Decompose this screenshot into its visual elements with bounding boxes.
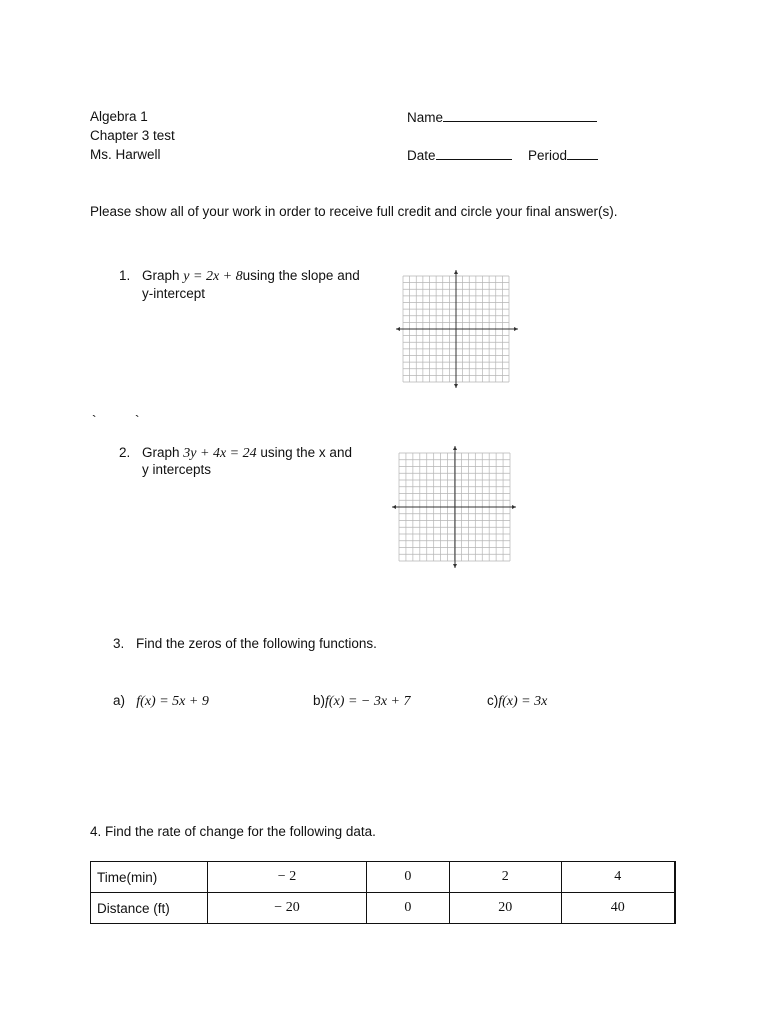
axis-arrow (453, 446, 457, 450)
axis-arrow (396, 327, 400, 331)
q3c-label: c) (487, 693, 499, 708)
q1-line2: y-intercept (142, 286, 206, 301)
rate-of-change-table (90, 861, 676, 924)
table-cell: 40 (561, 893, 675, 924)
instructions: Please show all of your work in order to receive full credit and circle your final answer(s). (90, 204, 618, 219)
table-row (91, 862, 676, 893)
q2-suffix: using the x and (260, 445, 352, 460)
q2-number: 2. (119, 445, 131, 460)
q4-text: 4. Find the rate of change for the following data. (90, 824, 376, 839)
table-cell: Distance (ft) (91, 893, 208, 924)
q2-line2: y intercepts (142, 462, 212, 477)
q3b-label: b) (313, 693, 326, 708)
table-cell: Time(min) (91, 862, 208, 893)
table-row (91, 893, 676, 924)
stray-mark: ` (135, 413, 140, 428)
q2-equation: 3y + 4x = 24 (183, 446, 257, 461)
teacher-name: Ms. Harwell (90, 147, 161, 162)
name-label: Name (407, 110, 444, 125)
q3c (487, 692, 547, 711)
q3a-label: a) (113, 693, 126, 708)
q2-coordinate-grid[interactable] (391, 445, 517, 569)
stray-mark: ` (92, 413, 97, 428)
period-label: Period (528, 148, 568, 163)
table-cell: − 20 (208, 893, 367, 924)
period-blank[interactable] (567, 146, 598, 160)
q3a-expr: f(x) = 5x + 9 (136, 694, 209, 709)
q1-coordinate-grid[interactable] (395, 269, 519, 389)
table-cell: 4 (561, 862, 675, 893)
table-cell: − 2 (208, 862, 367, 893)
table-cell: 0 (367, 862, 450, 893)
q1-equation: y = 2x + 8 (183, 269, 243, 284)
q3-number: 3. (113, 636, 125, 651)
period-field[interactable] (528, 146, 598, 165)
test-title: Chapter 3 test (90, 128, 175, 143)
axis-arrow (392, 505, 396, 509)
q1-line1 (142, 267, 360, 286)
q3c-expr: f(x) = 3x (498, 694, 548, 709)
date-field[interactable] (407, 146, 512, 165)
axis-arrow (512, 505, 516, 509)
axis-arrow (514, 327, 518, 331)
q3b-expr: f(x) = − 3x + 7 (325, 694, 411, 709)
course-title: Algebra 1 (90, 109, 148, 124)
table-cell: 20 (449, 893, 561, 924)
axis-arrow (454, 270, 458, 274)
table-cell: 2 (449, 862, 561, 893)
name-blank[interactable] (443, 108, 597, 122)
name-field[interactable] (407, 108, 597, 127)
q1-prefix: Graph (142, 268, 180, 283)
q2-prefix: Graph (142, 445, 180, 460)
q1-suffix: using the slope and (242, 268, 360, 283)
q3b (313, 692, 411, 711)
axis-arrow (454, 384, 458, 388)
date-blank[interactable] (436, 146, 512, 160)
axis-arrow (453, 564, 457, 568)
q3a (113, 692, 209, 711)
date-label: Date (407, 148, 436, 163)
table-cell: 0 (367, 893, 450, 924)
q3-text: Find the zeros of the following functions. (136, 636, 377, 651)
q1-number: 1. (119, 268, 131, 283)
